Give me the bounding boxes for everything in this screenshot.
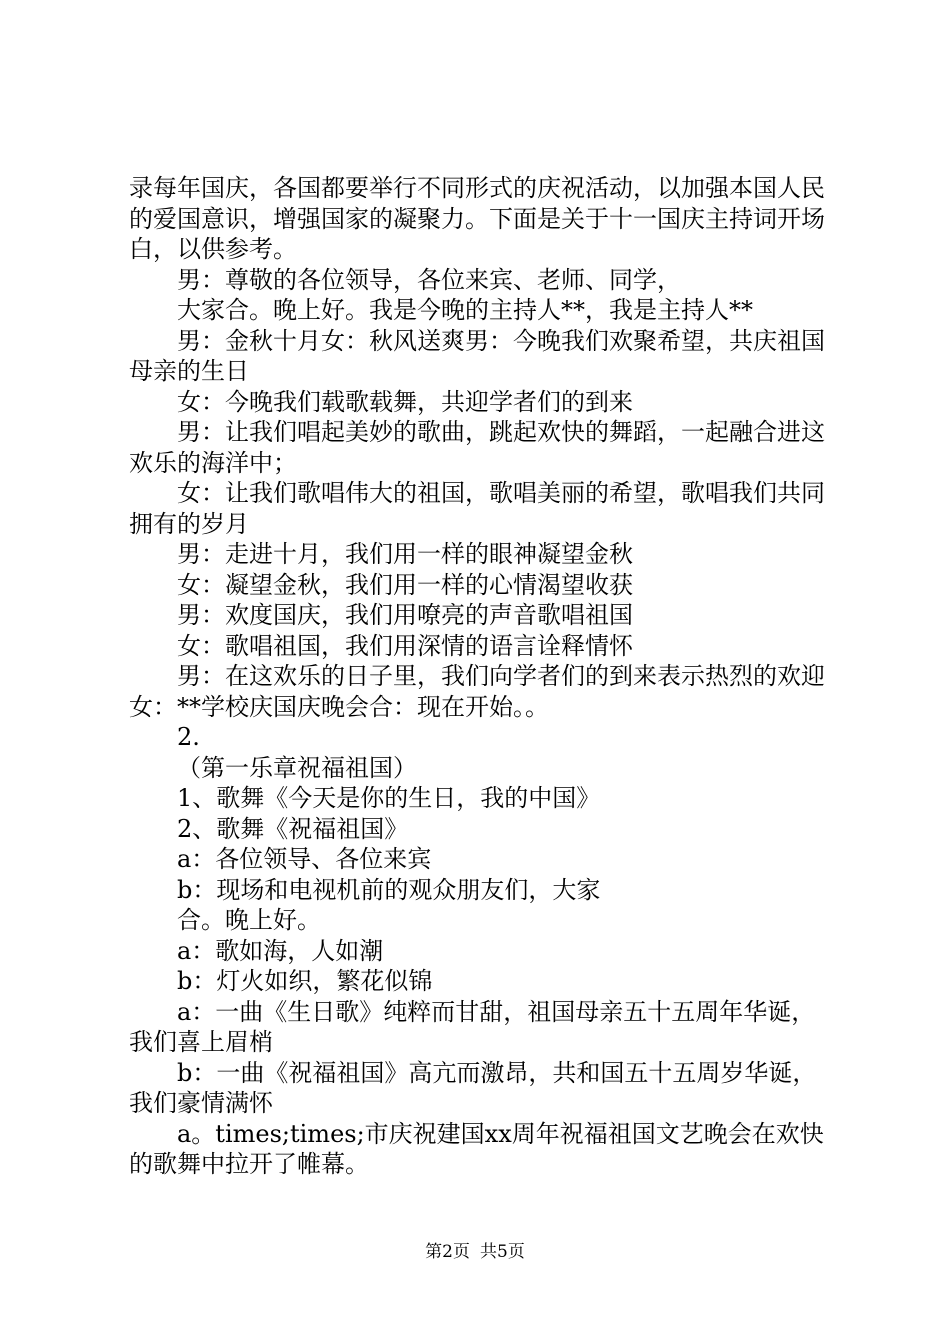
page-total: 共5页 — [480, 1242, 525, 1262]
section-number: 2. — [177, 723, 200, 751]
page-footer — [0, 1240, 950, 1264]
paragraph: b：灯火如织，繁花似锦 — [177, 967, 433, 995]
paragraph: 女：让我们歌唱伟大的祖国，歌唱美丽的希望，歌唱我们共同拥有的岁月 — [129, 479, 825, 538]
page-number: 第2页 — [425, 1242, 470, 1262]
paragraph: a：歌如海，人如潮 — [177, 936, 384, 965]
program-item: 1、歌舞《今天是你的生日，我的中国》 — [177, 784, 601, 812]
paragraph: b：现场和电视机前的观众朋友们，大家 — [177, 875, 601, 904]
paragraph: a：各位领导、各位来宾 — [177, 845, 432, 873]
document-body — [129, 173, 835, 1180]
paragraph: a。times;times;市庆祝建国xx周年祝福祖国文艺晚会在欢快的歌舞中拉开了帷幕。 — [129, 1119, 824, 1178]
paragraph: 合。晚上好。 — [177, 906, 321, 934]
paragraph: 女：今晚我们载歌载舞，共迎学者们的到来 — [177, 387, 633, 416]
paragraph: 男：金秋十月女：秋风送爽男：今晚我们欢聚希望，共庆祖国母亲的生日 — [129, 326, 825, 385]
paragraph: 大家合。晚上好。我是今晚的主持人**，我是主持人** — [177, 296, 753, 324]
paragraph: a：一曲《生日歌》纯粹而甘甜，祖国母亲五十五周年华诞，我们喜上眉梢 — [129, 997, 816, 1056]
section-heading: （第一乐章祝福祖国） — [177, 753, 417, 782]
paragraph: 女：歌唱祖国，我们用深情的语言诠释情怀 — [177, 631, 633, 660]
paragraph: 男：走进十月，我们用一样的眼神凝望金秋 — [177, 540, 633, 568]
paragraph: 男：欢度国庆，我们用嘹亮的声音歌唱祖国 — [177, 601, 633, 629]
paragraph: 男：尊敬的各位领导，各位来宾、老师、同学， — [177, 265, 681, 294]
intro-paragraph: 录每年国庆，各国都要举行不同形式的庆祝活动，以加强本国人民的爱国意识，增强国家的凝聚力。下面是关于十一国庆主持词开场白，以供参考。 — [129, 174, 825, 263]
paragraph: b：一曲《祝福祖国》高亢而激昂，共和国五十五周岁华诞，我们豪情满怀 — [129, 1058, 817, 1117]
paragraph: 男：让我们唱起美妙的歌曲，跳起欢快的舞蹈，一起融合进这欢乐的海洋中； — [129, 418, 825, 477]
paragraph: 男：在这欢乐的日子里，我们向学者们的到来表示热烈的欢迎女：**学校庆国庆晚会合：现在开始。。 — [129, 662, 825, 721]
paragraph: 女：凝望金秋，我们用一样的心情渴望收获 — [177, 570, 633, 599]
program-item: 2、歌舞《祝福祖国》 — [177, 814, 409, 843]
